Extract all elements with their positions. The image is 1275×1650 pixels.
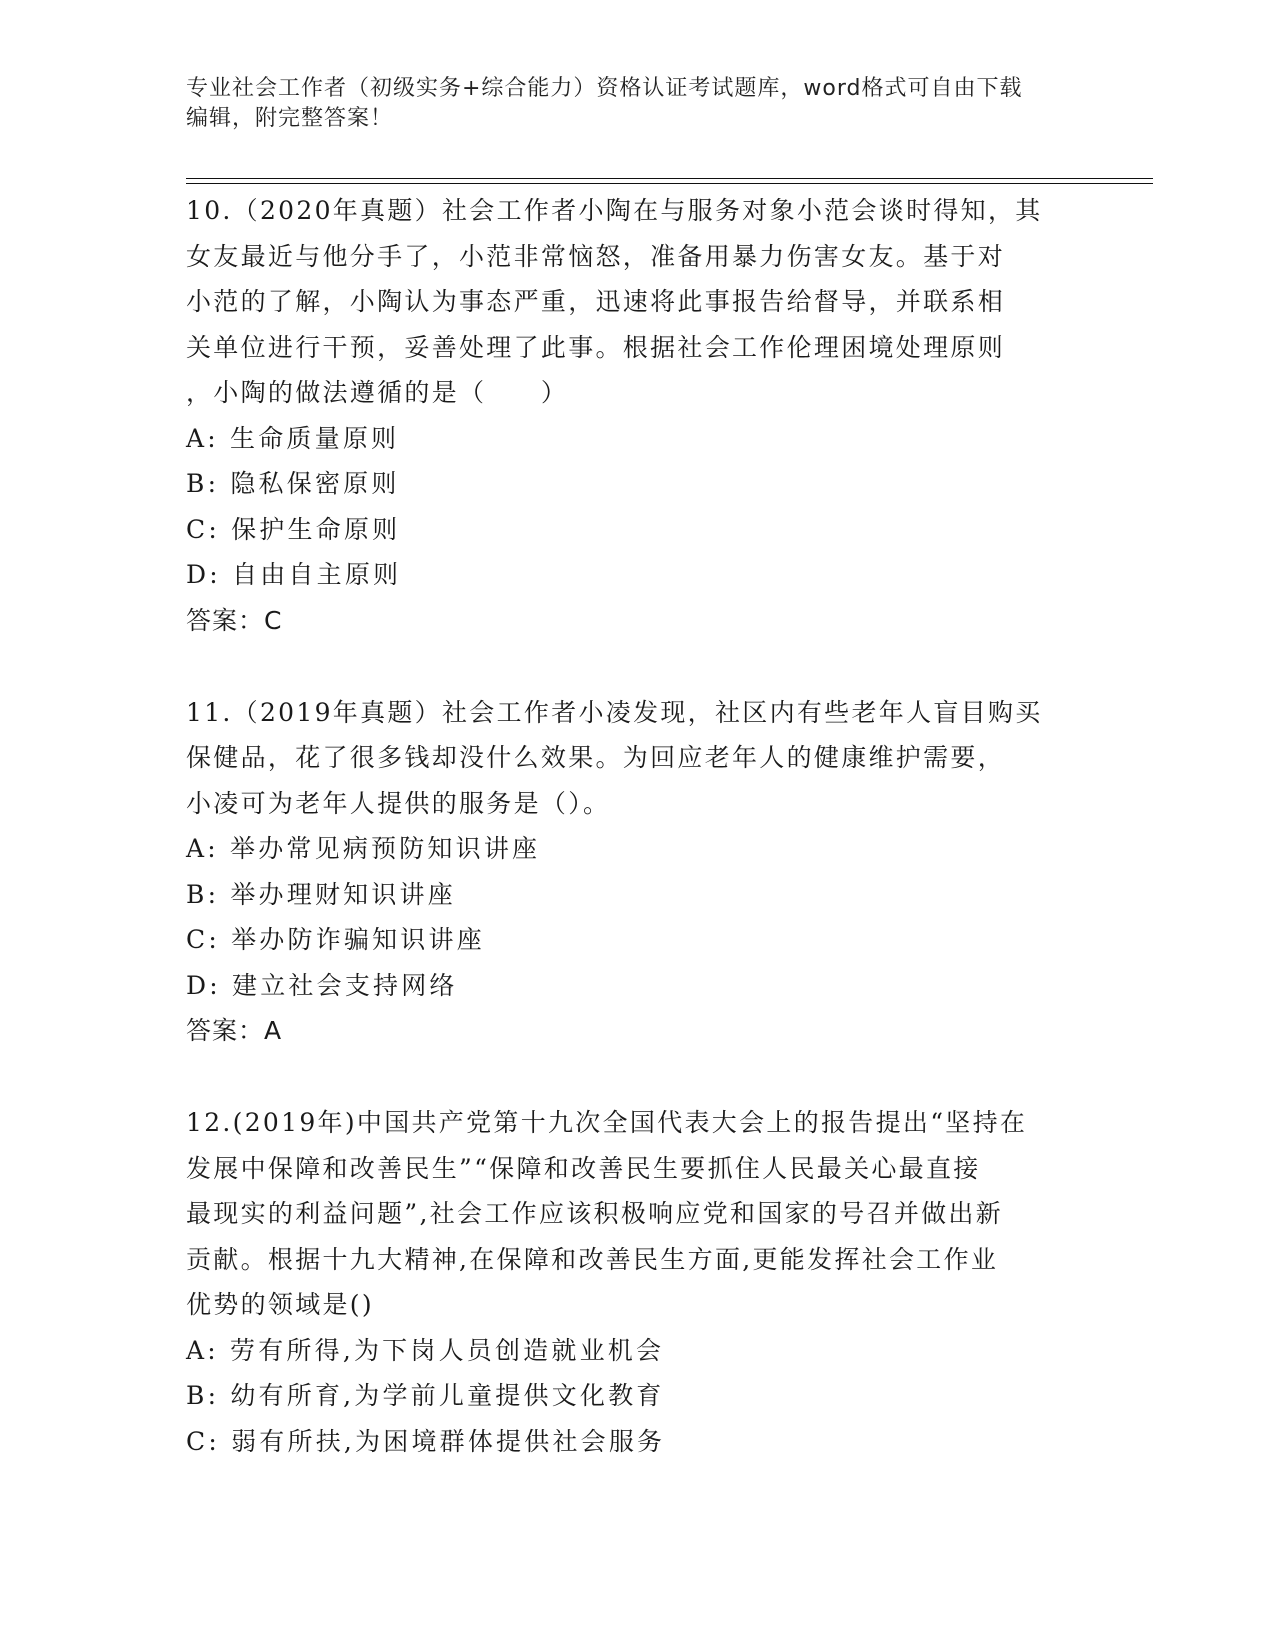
question-text-line: 12.(2019年)中国共产党第十九次全国代表大会上的报告提出“坚持在 [186,1108,1028,1137]
option-c: C: 弱有所扶,为困境群体提供社会服务 [186,1426,666,1456]
option-a: A: 劳有所得,为下岗人员创造就业机会 [186,1335,665,1365]
question-text-line: 发展中保障和改善民生”“保障和改善民生要抓住人民最关心最直接 [186,1153,981,1183]
option-c: C: 保护生命原则 [186,514,401,544]
answer-line: 答案：A [186,1016,283,1045]
option-a: A: 生命质量原则 [186,423,400,453]
question-text-line: 10.（2020年真题）社会工作者小陶在与服务对象小范会谈时得知，其 [186,196,1043,225]
document-header [186,74,1086,134]
spacer [186,1054,1086,1100]
header-line-1: 专业社会工作者（初级实务+综合能力）资格认证考试题库，word格式可自由下载 [186,76,1023,101]
question-text-line: 小范的了解，小陶认为事态严重，迅速将此事报告给督导，并联系相 [186,287,1006,316]
option-a: A: 举办常见病预防知识讲座 [186,834,541,863]
option-d: D: 建立社会支持网络 [186,970,458,1000]
question-list [186,188,1086,1464]
header-divider-bottom [186,183,1153,184]
question-text-line: 女友最近与他分手了，小范非常恼怒，准备用暴力伤害女友。基于对 [186,241,1006,271]
question-text-line: 保健品，花了很多钱却没什么效果。为回应老年人的健康维护需要， [186,743,1006,772]
question-text-line: 小凌可为老年人提供的服务是（）。 [186,788,611,818]
question-text-line: 贡献。根据十九大精神,在保障和改善民生方面,更能发挥社会工作业 [186,1244,999,1274]
question-text-line: 优势的领域是() [186,1290,374,1319]
option-d: D: 自由自主原则 [186,560,402,589]
question-text-line: 关单位进行干预，妥善处理了此事。根据社会工作伦理困境处理原则 [186,332,1006,362]
header-line-2: 编辑，附完整答案！ [186,106,394,131]
option-b: B: 隐私保密原则 [186,469,400,498]
option-c: C: 举办防诈骗知识讲座 [186,925,485,954]
answer-line: 答案：C [186,605,283,635]
question-text-line: 11.（2019年真题）社会工作者小凌发现，社区内有些老年人盲目购买 [186,697,1043,727]
question-text-line: ，小陶的做法遵循的是（ ） [186,378,569,407]
option-b: B: 举办理财知识讲座 [186,879,456,909]
question-11 [186,690,1086,1055]
header-divider-top [186,178,1153,179]
question-text-line: 最现实的利益问题”,社会工作应该积极响应党和国家的号召并做出新 [186,1199,1004,1228]
option-b: B: 幼有所育,为学前儿童提供文化教育 [186,1381,665,1410]
spacer [186,644,1086,690]
question-10 [186,188,1086,644]
question-12 [186,1100,1086,1464]
